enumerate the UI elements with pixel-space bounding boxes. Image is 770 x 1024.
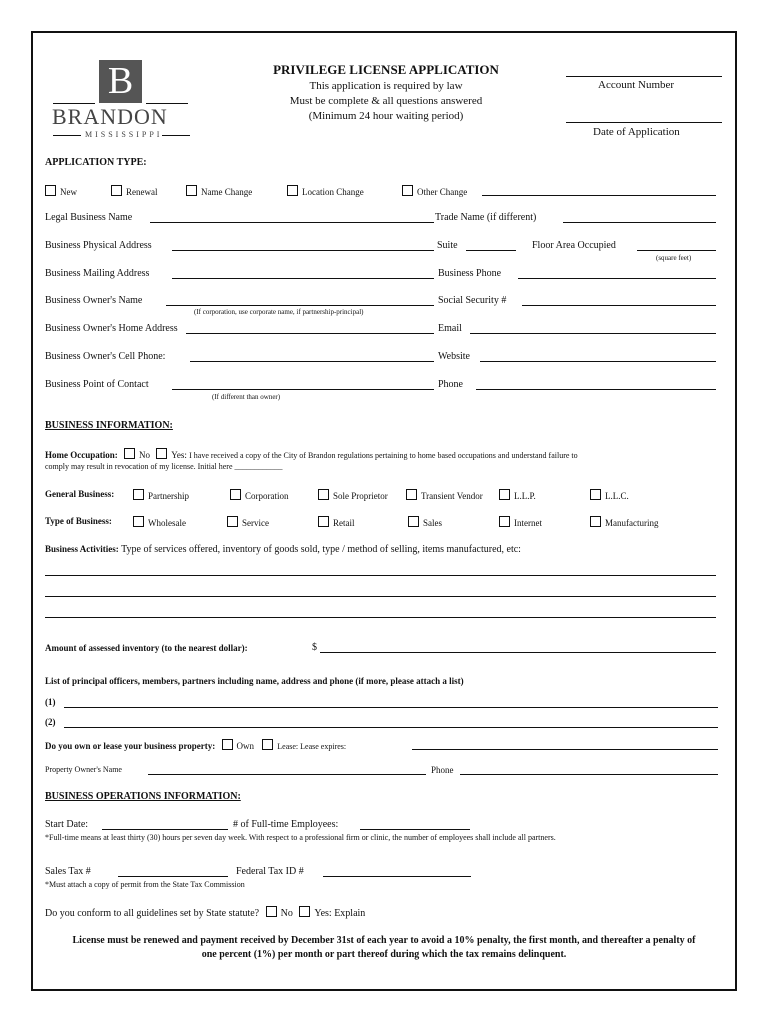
general-partnership[interactable]: Partnership [133,489,189,501]
property-owner-input[interactable] [148,774,426,775]
mailing-address-label: Business Mailing Address [45,268,150,279]
type-new[interactable]: New [45,185,77,197]
other-change-input[interactable] [482,195,716,196]
conform-no-checkbox[interactable] [266,906,277,917]
type-other-change[interactable]: Other Change [402,185,467,197]
contact-phone-input[interactable] [476,389,716,390]
employees-input[interactable] [360,829,470,830]
type-sales[interactable]: Sales [408,516,442,528]
floor-area-label: Floor Area Occupied [532,240,616,251]
general-llc[interactable]: L.L.C. [590,489,629,501]
type-manufacturing[interactable]: Manufacturing [590,516,658,528]
property-label: Do you own or lease your business property: [45,741,216,751]
property-owner-label: Property Owner's Name [45,765,122,774]
officer-2-label: (2) [45,717,56,727]
business-activities-row [45,544,521,555]
type-retail[interactable]: Retail [318,516,355,528]
type-of-business-label: Type of Business: [45,516,112,526]
type-renewal[interactable]: Renewal [111,185,158,197]
contact-phone-label: Phone [438,379,463,390]
home-no-checkbox[interactable] [124,448,135,459]
business-activities-label: Business Activities: [45,544,119,554]
activities-line-2[interactable] [45,596,716,597]
checkbox[interactable] [287,185,298,196]
inventory-label: Amount of assessed inventory (to the nearest dollar): [45,643,248,653]
business-phone-label: Business Phone [438,268,502,279]
checkbox[interactable] [318,489,329,500]
lease-label: Lease: Lease expires: [277,742,347,751]
checkbox[interactable] [590,489,601,500]
owner-home-input[interactable] [186,333,434,334]
ssn-input[interactable] [522,305,716,306]
page-title: PRIVILEGE LICENSE APPLICATION [273,62,499,77]
date-of-application-label: Date of Application [593,126,680,138]
checkbox[interactable] [230,489,241,500]
website-label: Website [438,351,470,362]
own-label: Own [236,741,255,751]
form-border [31,31,737,991]
email-label: Email [438,323,462,334]
website-input[interactable] [480,361,716,362]
header-line-3: (Minimum 24 hour waiting period) [308,110,464,122]
employees-note: *Full-time means at least thirty (30) hours per seven day week. With respect to a professional firm or clinic, the number of employees shall include all partners. [45,833,556,842]
general-corporation[interactable]: Corporation [230,489,289,501]
trade-name-label: Trade Name (if different) [435,212,537,223]
federal-tax-label: Federal Tax ID # [236,866,304,877]
officer-1-label: (1) [45,697,56,707]
type-location-change[interactable]: Location Change [287,185,364,197]
conform-row [45,906,365,919]
conform-yes-label: Yes: Explain [314,908,366,919]
owner-name-label: Business Owner's Name [45,295,143,306]
business-activities-text: Type of services offered, inventory of goods sold, type / method of selling, items manufactured, etc: [121,544,521,555]
square-feet-note: (square feet) [656,254,692,262]
checkbox[interactable] [408,516,419,527]
checkbox[interactable] [590,516,601,527]
cell-phone-input[interactable] [190,361,434,362]
checkbox[interactable] [133,516,144,527]
owner-name-input[interactable] [166,305,434,306]
start-date-input[interactable] [102,829,228,830]
sales-tax-label: Sales Tax # [45,866,91,877]
date-of-application-input[interactable] [566,122,722,123]
suite-label: Suite [437,240,458,251]
floor-area-input[interactable] [637,250,716,251]
own-checkbox[interactable] [222,739,233,750]
activities-line-3[interactable] [45,617,716,618]
conform-yes-checkbox[interactable] [299,906,310,917]
checkbox[interactable] [186,185,197,196]
physical-address-label: Business Physical Address [45,240,152,251]
checkbox[interactable] [111,185,122,196]
account-number-input[interactable] [566,76,722,77]
conform-label: Do you conform to all guidelines set by State statute? [45,908,260,919]
contact-input[interactable] [172,389,434,390]
checkbox[interactable] [227,516,238,527]
legal-name-input[interactable] [150,222,434,223]
contact-note: (If different than owner) [212,393,281,401]
mailing-address-input[interactable] [172,278,434,279]
general-llp[interactable]: L.L.P. [499,489,536,501]
officers-label: List of principal officers, members, partners including name, address and phone (if more, please attach a list) [45,676,464,686]
lease-checkbox[interactable] [262,739,273,750]
type-internet[interactable]: Internet [499,516,542,528]
ssn-label: Social Security # [438,295,507,306]
owner-name-note: (If corporation, use corporate name, if partnership-principal) [194,308,364,316]
logo-state: MISSISSIPPI [85,130,163,139]
type-service[interactable]: Service [227,516,269,528]
home-yes-checkbox[interactable] [156,448,167,459]
checkbox[interactable] [499,516,510,527]
type-wholesale[interactable]: Wholesale [133,516,186,528]
suite-input[interactable] [466,250,516,251]
header-line-2: Must be complete & all questions answered [289,95,483,107]
logo-state-rule-right [162,135,190,136]
general-transient-vendor[interactable]: Transient Vendor [406,489,483,501]
home-yes-label: Yes: [171,450,187,460]
sales-tax-note: *Must attach a copy of permit from the State Tax Commission [45,880,245,889]
inventory-dollar: $ [312,642,317,653]
brandon-logo: B [99,60,142,103]
application-type-heading: APPLICATION TYPE: [45,157,147,168]
business-phone-input[interactable] [518,278,716,279]
operations-heading: BUSINESS OPERATIONS INFORMATION: [45,791,241,802]
general-business-label: General Business: [45,489,115,499]
header-line-1: This application is required by law [309,80,463,92]
property-phone-label: Phone [431,765,454,775]
home-occupation-label: Home Occupation: [45,450,118,460]
officer-2-input[interactable] [64,727,718,728]
contact-label: Business Point of Contact [45,379,149,390]
start-date-label: Start Date: [45,819,89,830]
inventory-input[interactable] [320,652,716,653]
checkbox[interactable] [133,489,144,500]
owner-home-label: Business Owner's Home Address [45,323,178,334]
officer-1-input[interactable] [64,707,718,708]
physical-address-input[interactable] [172,250,434,251]
email-input[interactable] [470,333,716,334]
legal-name-label: Legal Business Name [45,212,133,223]
logo-state-rule-left [53,135,81,136]
checkbox[interactable] [406,489,417,500]
property-row [45,739,346,751]
general-sole-proprietor[interactable]: Sole Proprietor [318,489,388,501]
renewal-notice-1: License must be renewed and payment received by December 31st of each year to avoid a 10% penalty, the first month, and thereafter a penalty of [72,935,696,946]
logo-name: BRANDON [52,104,168,129]
type-name-change[interactable]: Name Change [186,185,252,197]
home-no-label: No [139,450,150,460]
renewal-notice-2: one percent (1%) per month or part thereof during which the tax remains delinquent. [201,949,567,960]
federal-tax-input[interactable] [323,876,471,877]
home-occupation-row [45,448,578,460]
activities-line-1[interactable] [45,575,716,576]
home-occupation-text: I have received a copy of the City of Brandon regulations pertaining to home based occupations and understand failure to [189,451,578,460]
checkbox[interactable] [499,489,510,500]
employees-label: # of Full-time Employees: [233,819,339,830]
checkbox[interactable] [402,185,413,196]
sales-tax-input[interactable] [118,876,228,877]
property-phone-input[interactable] [460,774,718,775]
home-occupation-text-2: comply may result in revocation of my license. Initial here ____________ [45,462,283,471]
trade-name-input[interactable] [563,222,716,223]
business-info-heading: BUSINESS INFORMATION: [45,420,173,431]
conform-no-label: No [280,908,293,919]
checkbox[interactable] [318,516,329,527]
account-number-label: Account Number [598,79,675,91]
lease-expires-input[interactable] [412,749,718,750]
checkbox[interactable] [45,185,56,196]
cell-phone-label: Business Owner's Cell Phone: [45,351,166,362]
